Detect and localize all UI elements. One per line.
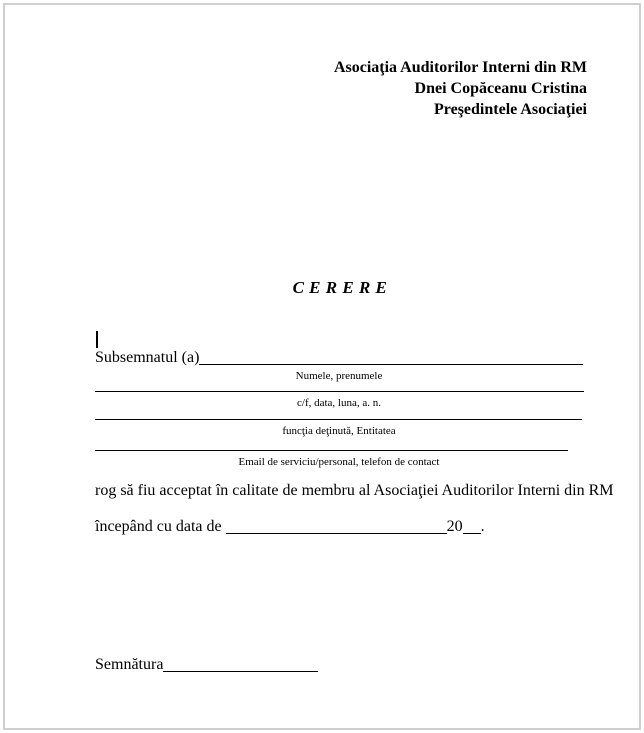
date-row bbox=[95, 518, 485, 535]
recipient-line-association: Asociaţia Auditorilor Interni din RM bbox=[333, 59, 587, 76]
applicant-intro-row bbox=[95, 349, 583, 366]
date-field-line[interactable] bbox=[226, 521, 447, 534]
signature-row bbox=[95, 656, 318, 673]
name-field-caption: Numele, prenumele bbox=[295, 370, 383, 382]
sentence-end: . bbox=[480, 518, 485, 535]
year-prefix-label: 20 bbox=[446, 518, 463, 535]
contact-field-line[interactable] bbox=[95, 450, 568, 451]
recipient-line-person: Dnei Copăceanu Cristina bbox=[414, 80, 587, 97]
contact-field-caption: Email de serviciu/personal, telefon de contact bbox=[238, 456, 440, 468]
signature-label: Semnătura bbox=[95, 656, 164, 673]
document-title: C E R E R E bbox=[292, 278, 388, 297]
subsemnatul-label: Subsemnatul (a) bbox=[95, 349, 200, 366]
text-cursor bbox=[96, 331, 98, 348]
request-text: rog să fiu acceptat în calitate de membru al Asociaţiei Auditorilor Interni din RM bbox=[95, 482, 614, 499]
name-field-line[interactable] bbox=[199, 349, 583, 365]
year-field-line[interactable] bbox=[463, 521, 481, 534]
personal-data-field-caption: c/f, data, luna, a. n. bbox=[297, 397, 381, 409]
personal-data-field-line[interactable] bbox=[95, 391, 584, 392]
position-field-caption: funcţia deţinută, Entitatea bbox=[282, 425, 396, 437]
signature-field-line[interactable] bbox=[163, 659, 318, 672]
recipient-line-role: Preşedintele Asociaţiei bbox=[434, 101, 587, 118]
recipient-block bbox=[95, 57, 587, 120]
date-prefix-label: începând cu data de bbox=[95, 518, 226, 535]
position-field-line[interactable] bbox=[95, 419, 582, 420]
